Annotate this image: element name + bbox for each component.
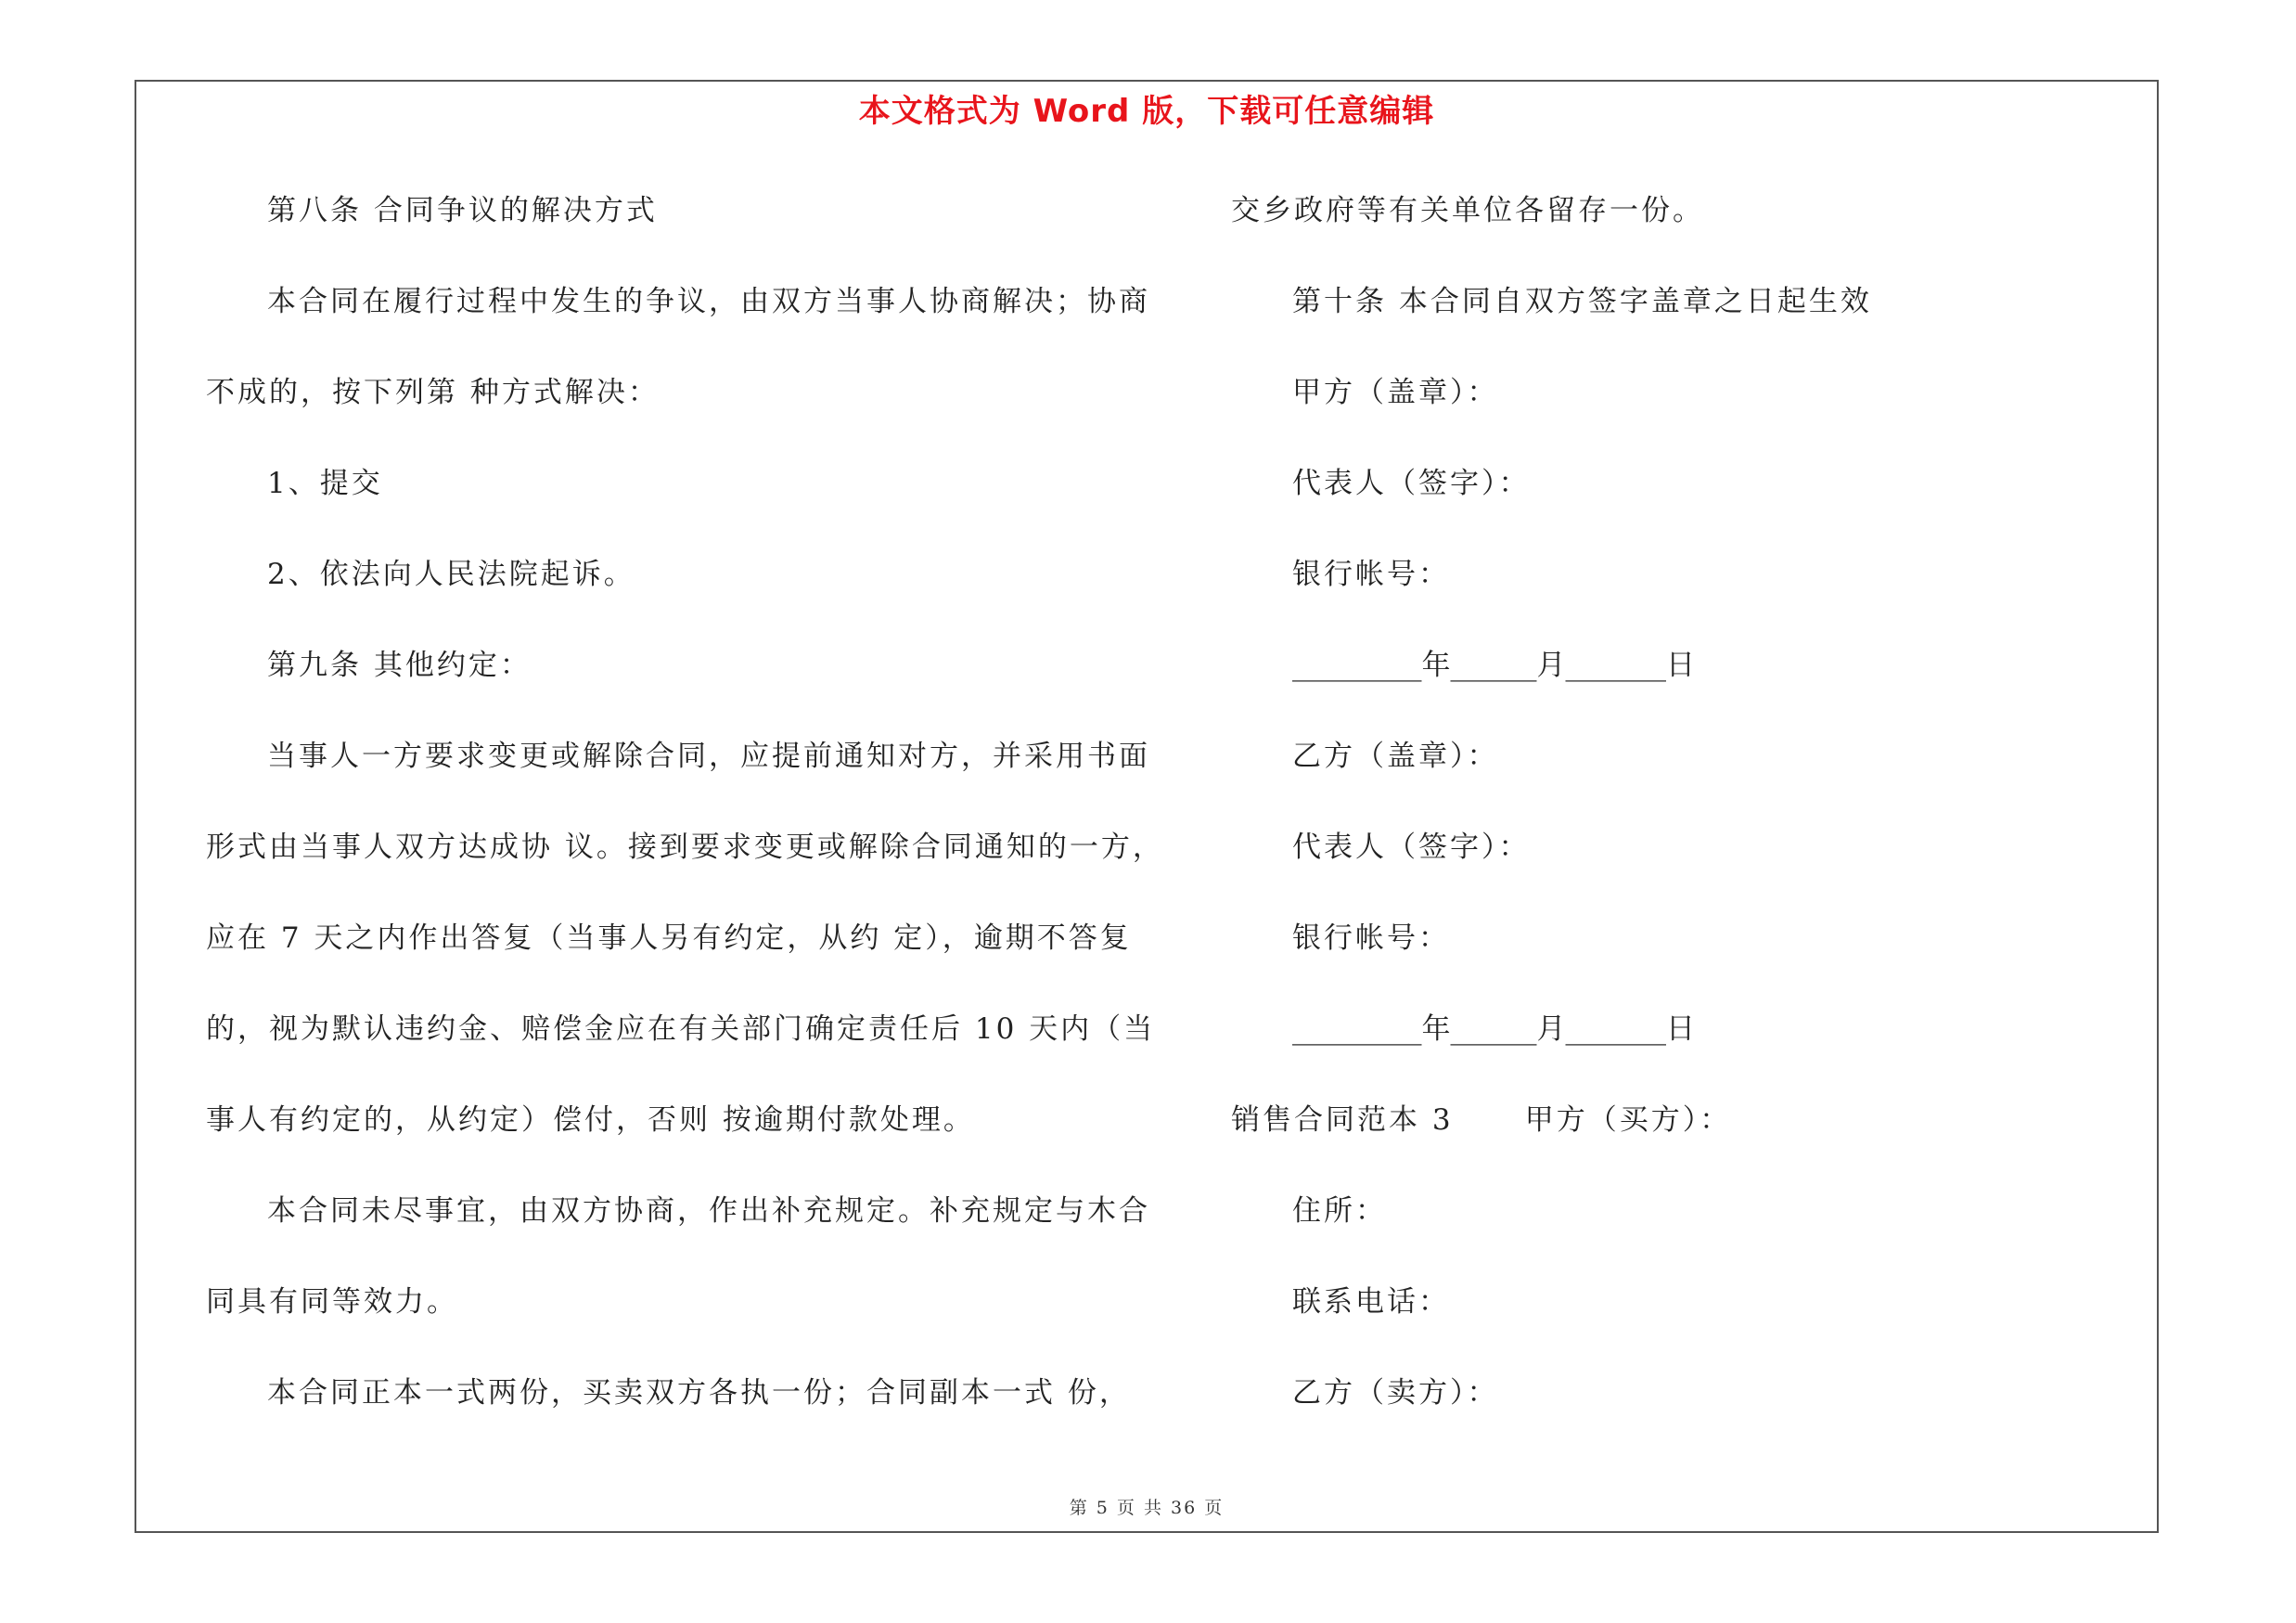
right-line-11: 销售合同范本 3 甲方（买方）： (1231, 1103, 1732, 1137)
left-line-14: 本合同正本一式两份，买卖双方各执一份；合同副本一式 份， (267, 1376, 1131, 1410)
right-line-1: 交乡政府等有关单位各留存一份。 (1231, 194, 1704, 227)
left-line-12: 本合同未尽事宜，由双方协商，作出补充规定。补充规定与木合 (267, 1194, 1150, 1228)
right-line-14: 乙方（卖方）： (1292, 1376, 1499, 1410)
right-date-line-2: _________年______月_______日 (1292, 1012, 1695, 1046)
left-line-3: 不成的，按下列第 种方式解决： (206, 376, 660, 409)
left-line-13: 同具有同等效力。 (206, 1285, 458, 1319)
right-line-3: 甲方（盖章）： (1292, 376, 1499, 409)
right-line-12: 住所： (1292, 1194, 1387, 1228)
right-date-line-1: _________年______月_______日 (1292, 649, 1695, 682)
left-line-11: 事人有约定的，从约定）偿付，否则 按逾期付款处理。 (206, 1103, 975, 1137)
left-line-4: 1、提交 (267, 467, 383, 500)
page-number: 第 5 页 共 36 页 (1069, 1498, 1225, 1518)
right-line-5: 银行帐号： (1292, 558, 1450, 591)
format-banner: 本文格式为 Word 版，下载可任意编辑 (858, 93, 1435, 130)
right-line-2: 第十条 本合同自双方签字盖章之日起生效 (1292, 285, 1872, 318)
right-line-4: 代表人（签字）： (1292, 467, 1531, 500)
left-line-7: 当事人一方要求变更或解除合同，应提前通知对方，并采用书面 (267, 740, 1150, 773)
left-line-5: 2、依法向人民法院起诉。 (267, 558, 635, 591)
left-line-9: 应在 7 天之内作出答复（当事人另有约定，从约 定），逾期不答复 (206, 921, 1132, 955)
right-line-7: 乙方（盖章）： (1292, 740, 1499, 773)
right-line-13: 联系电话： (1292, 1285, 1450, 1319)
left-line-2: 本合同在履行过程中发生的争议，由双方当事人协商解决；协商 (267, 285, 1150, 318)
left-line-8: 形式由当事人双方达成协 议。接到要求变更或解除合同通知的一方， (206, 831, 1164, 864)
left-line-10: 的，视为默认违约金、赔偿金应在有关部门确定责任后 10 天内（当 (206, 1012, 1156, 1046)
left-line-1: 第八条 合同争议的解决方式 (267, 194, 658, 227)
right-line-8: 代表人（签字）： (1292, 831, 1531, 864)
right-line-9: 银行帐号： (1292, 921, 1450, 955)
left-line-6: 第九条 其他约定： (267, 649, 532, 682)
